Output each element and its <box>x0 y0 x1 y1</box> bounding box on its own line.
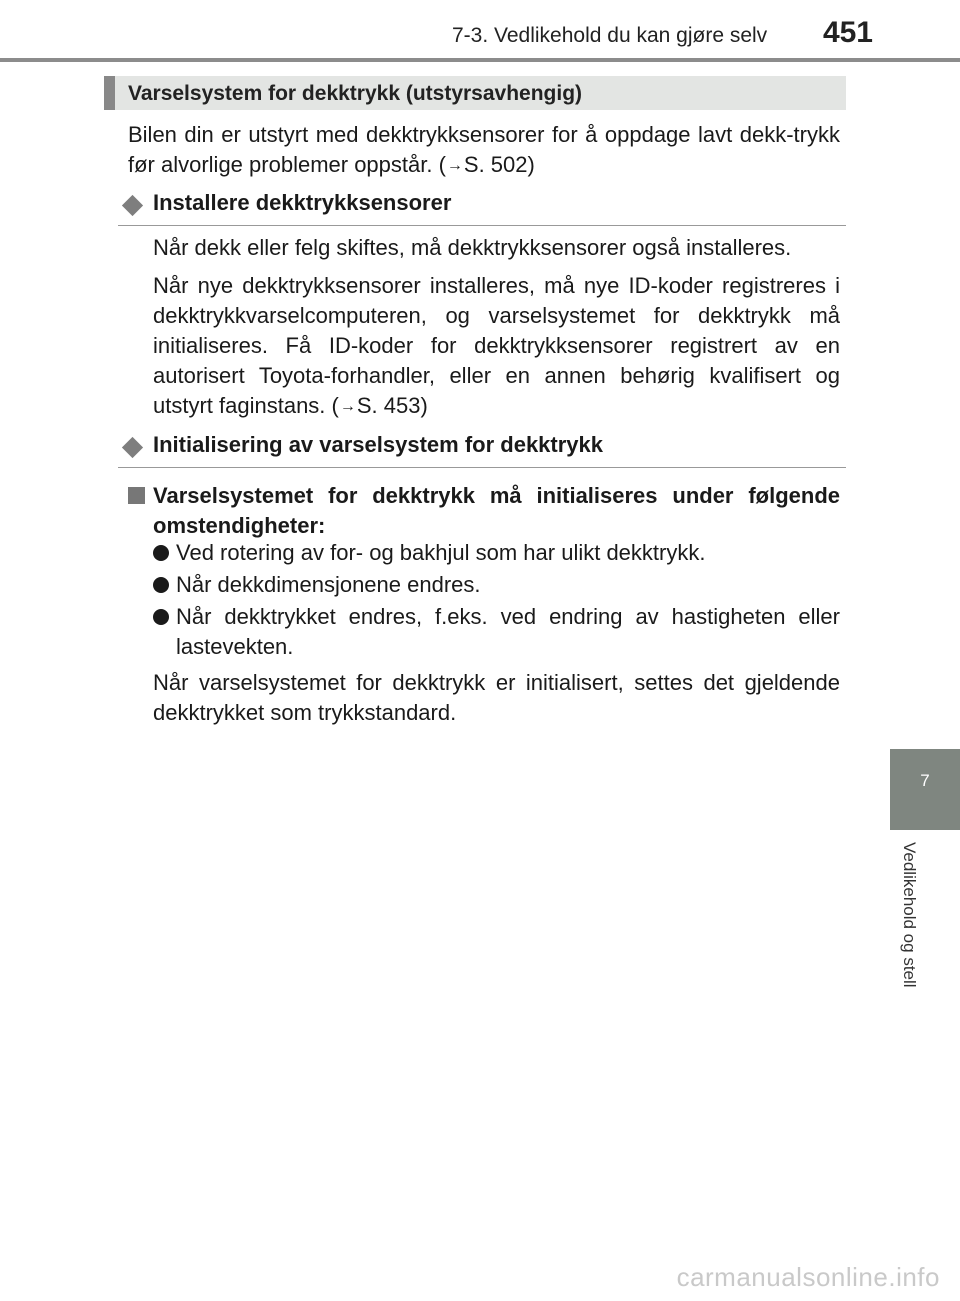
chapter-tab <box>890 749 960 830</box>
bullet-dot-icon <box>153 609 169 625</box>
bullet-dot-icon <box>153 577 169 593</box>
install-heading: Installere dekktrykksensorer <box>153 190 452 215</box>
install-page-ref: S. 453) <box>356 393 428 418</box>
bullet-dot-icon <box>153 545 169 561</box>
bullet-item: Ved rotering av for- og bakhjul som har ulikt dekktrykk. <box>176 540 706 565</box>
arrow-right-icon: → <box>339 398 356 415</box>
install-paragraph-1: Når dekk eller felg skiftes, må dekktrykksensorer også installeres. <box>153 235 792 260</box>
install-paragraph-2 <box>153 271 840 422</box>
bullet-item: Når dekkdimensjonene endres. <box>176 572 481 597</box>
watermark: carmanualsonline.info <box>676 1262 940 1292</box>
init-heading: Initialisering av varselsystem for dekktrykk <box>153 432 604 457</box>
sub-heading-install <box>118 189 846 226</box>
install-text: Når nye dekktrykksensorer installeres, må nye ID-koder registreres i dekktrykkvarselcomputeren, og varselsystemet for dekktrykk må initialiseres. Få ID-koder for dekktrykksensorer registrert av en autorisert Toyota-forhandler, eller en annen behørig kvalifisert og utstyrt faginstans. ( <box>153 273 840 418</box>
intro-page-ref: S. 502) <box>463 152 535 177</box>
chapter-label: Vedlikehold og stell <box>900 842 919 988</box>
page-number: 451 <box>822 16 873 49</box>
page-header-section: 7-3. Vedlikehold du kan gjøre selv <box>452 24 768 47</box>
sub-heading-init <box>118 431 846 468</box>
condition-heading: Varselsystemet for dekktrykk må initialiseres under følgende omstendigheter: <box>153 483 840 538</box>
square-icon <box>128 487 145 504</box>
closing-paragraph: Når varselsystemet for dekktrykk er initialisert, settes det gjeldende dekktrykket som trykkstandard. <box>153 670 840 725</box>
chapter-number: 7 <box>920 771 930 790</box>
arrow-right-icon: → <box>446 157 463 174</box>
section-title: Varselsystem for dekktrykk (utstyrsavhengig) <box>128 82 583 105</box>
bullet-item: Når dekktrykket endres, f.eks. ved endring av hastigheten eller lastevekten. <box>176 604 840 659</box>
intro-text: Bilen din er utstyrt med dekktrykksensorer for å oppdage lavt dekk-trykk før alvorlige problemer oppstår. ( <box>128 122 840 177</box>
section-header-bar <box>104 76 115 110</box>
diamond-icon <box>122 437 143 458</box>
intro-paragraph <box>128 120 840 181</box>
section-header <box>104 76 846 110</box>
header-rule <box>0 58 960 62</box>
diamond-icon <box>122 195 143 216</box>
